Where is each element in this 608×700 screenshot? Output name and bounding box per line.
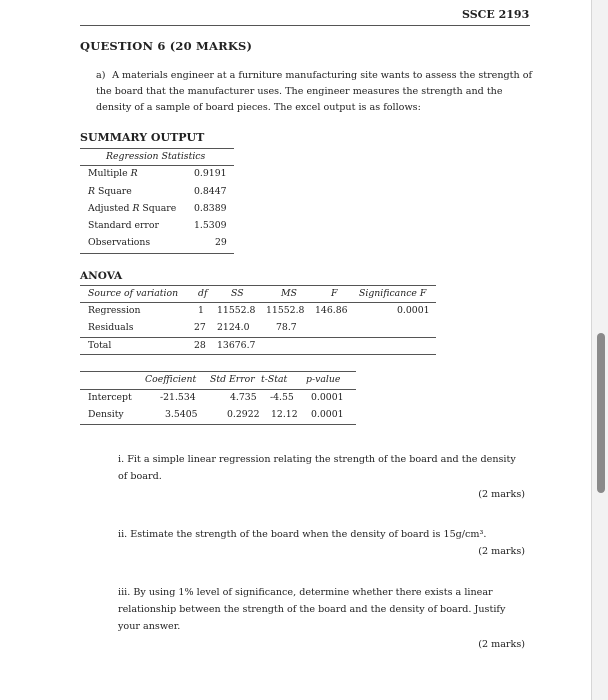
stat-value: 29: [215, 237, 227, 248]
anova-cell: 28: [194, 340, 206, 351]
regression-statistics-header: Regression Statistics: [106, 151, 206, 162]
anova-header-cell: df: [198, 288, 208, 299]
anova-top-rule: [80, 285, 436, 286]
anova-cell: 11552.8: [217, 305, 256, 316]
part-a-text: A materials engineer at a furniture manufacturing site wants to assess the strength of the board that the manufacturer uses. The engineer measures the strength and the density of a sample of board pieces. The excel output is as follows:: [96, 70, 533, 113]
coef-cell: -4.55: [270, 392, 294, 403]
anova-cell: 146.86: [315, 305, 348, 316]
anova-bottom-rule: [80, 354, 436, 355]
subquestion-text: Estimate the strength of the board when the density of board is 15g/cm³.: [130, 529, 487, 540]
stat-label: R Square: [88, 186, 132, 197]
coef-header-cell: Std Error: [210, 374, 255, 385]
anova-cell: Residuals: [88, 322, 134, 333]
anova-cell: 78.7: [276, 322, 297, 333]
subquestion-number: i.: [118, 454, 125, 465]
coef-header-rule: [80, 389, 356, 390]
anova-cell: Regression: [88, 305, 141, 316]
marks-label: (2 marks): [478, 639, 525, 650]
anova-title: ANOVA: [80, 270, 123, 282]
anova-header-cell: Source of variation: [88, 288, 179, 299]
anova-header-cell: SS: [231, 288, 244, 299]
subquestion-i: [118, 451, 526, 485]
anova-cell: 0.0001: [397, 305, 430, 316]
coef-cell: 0.2922: [227, 409, 260, 420]
stat-label: Multiple R: [88, 168, 138, 179]
coef-cell: 3.5405: [165, 409, 198, 420]
anova-cell: 11552.8: [266, 305, 305, 316]
stat-value: 0.9191: [194, 168, 227, 179]
stat-label: Adjusted R Square: [88, 203, 177, 214]
subquestion-iii: [118, 584, 526, 635]
anova-cell: 27: [194, 322, 206, 333]
subquestion-ii: [118, 526, 526, 543]
stat-label: Standard error: [88, 220, 159, 231]
stat-value: 0.8389: [194, 203, 227, 214]
anova-header-cell: F: [331, 288, 338, 299]
anova-cell: 13676.7: [217, 340, 256, 351]
coef-header-cell: t-Stat: [261, 374, 288, 385]
stat-label: Observations: [88, 237, 151, 248]
coef-bottom-rule: [80, 424, 356, 425]
part-a-paragraph: [96, 68, 534, 116]
stat-value: 0.8447: [194, 186, 227, 197]
anova-header-cell: Significance F: [359, 288, 427, 299]
anova-header-rule: [80, 302, 436, 303]
anova-cell: Total: [88, 340, 112, 351]
summary-bottom-rule: [80, 253, 234, 254]
coef-cell: 0.0001: [311, 409, 344, 420]
coef-header-cell: p-value: [306, 374, 341, 385]
stat-value: 1.5309: [194, 220, 227, 231]
coef-cell: -21.534: [160, 392, 196, 403]
marks-label: (2 marks): [478, 546, 525, 557]
scrollbar-thumb[interactable]: [597, 333, 605, 493]
coef-header-cell: Coefficient: [145, 374, 197, 385]
vertical-scrollbar[interactable]: [591, 0, 608, 700]
coef-cell: Intercept: [88, 392, 132, 403]
coef-cell: Density: [88, 409, 124, 420]
coef-top-rule: [80, 371, 356, 372]
summary-top-rule: [80, 148, 234, 149]
summary-output-title: SUMMARY OUTPUT: [80, 131, 205, 144]
subquestion-text: By using 1% level of significance, determine whether there exists a linear relationship between the strength of the board and the density of board. Justify your answer.: [118, 587, 506, 632]
course-code-header: SSCE 2193: [462, 8, 530, 21]
header-rule: [80, 25, 530, 26]
anova-cell: 1: [198, 305, 204, 316]
anova-header-cell: MS: [281, 288, 297, 299]
subquestion-number: iii.: [118, 587, 131, 598]
anova-total-rule: [80, 337, 436, 338]
coef-cell: 0.0001: [311, 392, 344, 403]
coef-cell: 12.12: [271, 409, 298, 420]
marks-label: (2 marks): [478, 489, 525, 500]
summary-header-rule: [80, 165, 234, 166]
subquestion-number: ii.: [118, 529, 128, 540]
question-title: QUESTION 6 (20 MARKS): [80, 39, 253, 53]
part-a-label: a): [96, 70, 106, 81]
subquestion-text: Fit a simple linear regression relating the strength of the board and the density of board.: [118, 454, 516, 482]
anova-cell: 2124.0: [217, 322, 250, 333]
coef-cell: 4.735: [230, 392, 257, 403]
